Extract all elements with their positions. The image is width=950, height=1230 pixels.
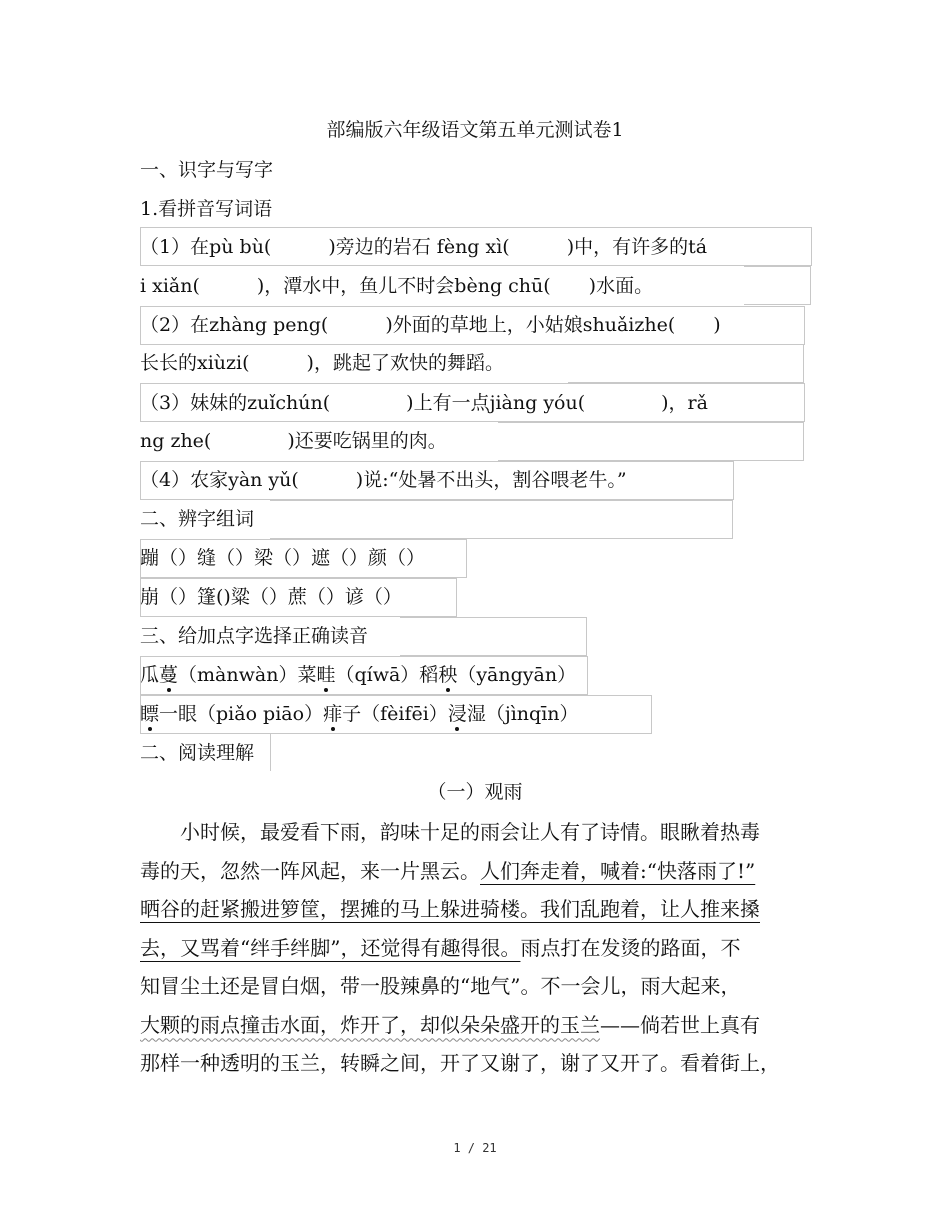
text: 雨点打在发烫的路面，不 <box>520 935 741 960</box>
dotted-character: 蔓 <box>159 664 179 686</box>
passage-line <box>140 852 812 891</box>
dotted-character: 痱 <box>323 703 343 725</box>
pinyin-line-4: 长长的xiùzi( )，跳起了欢快的舞蹈。 <box>140 352 504 374</box>
text: ——倘若世上真有 <box>600 1012 760 1037</box>
text: 子（fèifēi） <box>342 703 448 725</box>
passage-line <box>140 929 812 968</box>
field-border <box>270 734 271 771</box>
pinyin-line-2: i xiǎn( )，潭水中，鱼儿不时会bèng chū( )水面。 <box>140 275 654 297</box>
pinyin-line-7: （4）农家yàn yǔ( )说:“处暑不出头，割谷喂老牛。” <box>140 469 627 491</box>
question-heading-pinyin: 1.看拼音写词语 <box>140 198 273 220</box>
pinyin-line-1: （1）在pù bù( )旁边的岩石 fèng xì( )中，有许多的tá <box>140 236 708 258</box>
reading-passage <box>140 813 812 1083</box>
underlined-text: 去，又骂着“绊手绊脚”，还觉得有趣得很。 <box>140 935 521 960</box>
section-heading-pronunciation: 三、给加点字选择正确读音 <box>140 625 369 647</box>
field-border <box>270 500 733 539</box>
text: 湿（jìnqīn） <box>466 703 579 725</box>
dotted-character: 畦 <box>316 664 336 686</box>
text: 毒的天，忽然一阵风起，来一片黑云。 <box>140 858 480 883</box>
passage-line <box>140 890 812 929</box>
page-number: 1 / 21 <box>453 1141 497 1155</box>
passage-line: 小时候，最爱看下雨，韵味十足的雨会让人有了诗情。眼瞅着热毒 <box>140 820 760 844</box>
section-heading-reading: 二、阅读理解 <box>140 742 255 764</box>
pinyin-line-6: ng zhe( )还要吃锅里的肉。 <box>140 430 447 452</box>
text: 瓜 <box>140 664 160 686</box>
field-border <box>744 266 811 305</box>
field-border <box>140 578 457 617</box>
field-border <box>140 539 467 578</box>
text: （mànwàn）菜 <box>178 664 317 686</box>
underlined-text: 晒谷的赶紧搬进箩筐，摆摊的马上躲进骑楼。我们乱跑着，让人推来搡 <box>140 897 760 921</box>
dotted-character: 浸 <box>447 703 467 725</box>
field-border <box>400 617 587 656</box>
section-heading-characters: 二、辨字组词 <box>140 508 255 530</box>
field-border <box>140 695 652 734</box>
character-row-2: 崩（）篷()粱（）蔗（）谚（） <box>140 586 402 608</box>
text: （qíwā）稻 <box>335 664 439 686</box>
passage-title: （一）观雨 <box>427 781 523 803</box>
pinyin-line-5: （3）妹妹的zuǐchún( )上有一点jiàng yóu( )，rǎ <box>140 392 708 414</box>
pinyin-line-3: （2）在zhàng peng( )外面的草地上，小姑娘shuǎizhe( ) <box>140 314 721 336</box>
section-heading-writing: 一、识字与写字 <box>140 159 274 181</box>
text: （yāngyān） <box>457 664 577 686</box>
text: 一眼（piǎo piāo） <box>159 703 324 725</box>
wavy-underlined-text: 大颗的雨点撞击水面，炸开了，却似朵朵盛开的玉兰 <box>140 1012 600 1037</box>
passage-line <box>140 1006 812 1045</box>
field-border <box>498 422 804 461</box>
passage-line: 知冒尘土还是冒白烟，带一股辣鼻的“地气”。不一会儿，雨大起来， <box>140 974 741 998</box>
passage-line: 那样一种透明的玉兰，转瞬之间，开了又谢了，谢了又开了。看着街上， <box>140 1051 780 1075</box>
underlined-text: 人们奔走着，喊着:“快落雨了!” <box>480 858 756 883</box>
character-row-1: 蹦（）缝（）梁（）遮（）颜（） <box>140 547 426 569</box>
field-border <box>140 656 588 695</box>
page-title: 部编版六年级语文第五单元测试卷1 <box>326 119 624 141</box>
dotted-character: 秧 <box>438 664 458 686</box>
field-border <box>568 344 804 383</box>
dotted-character: 瞟 <box>140 703 160 725</box>
